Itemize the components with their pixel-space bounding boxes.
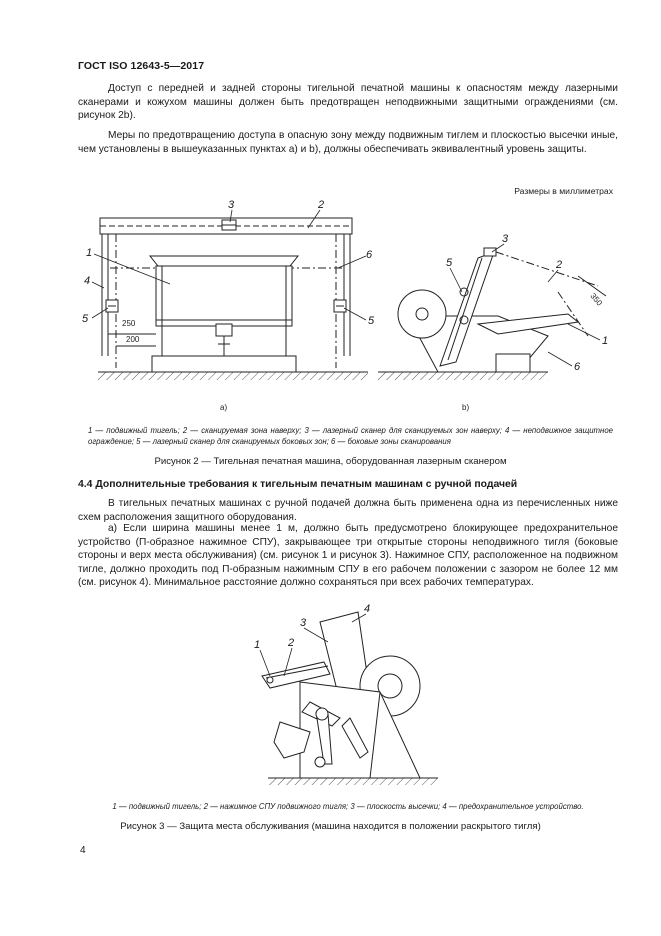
label-b-6: 6 [574, 361, 581, 373]
figure-2a-front-view [98, 218, 368, 380]
figure-3-legend: 1 — подвижный тигель; 2 — нажимное СПУ подвижного тигля; 3 — плоскость высечки; 4 — предохранительное устройство. [112, 802, 584, 811]
label-3-2: 1 [254, 639, 261, 651]
label-a-5-right: 5 [368, 315, 375, 327]
dim-a-200: 200 [126, 335, 140, 344]
label-b-5: 5 [446, 257, 453, 269]
label-3-3: 3 [300, 617, 307, 629]
dim-a-250: 250 [122, 319, 136, 328]
figure-2-legend: 1 — подвижный тигель; 2 — сканируемая зона наверху; 3 — лазерный сканер для сканируемых зон наверху; 4 — неподвижное защитное ограждение; 5 — лазерный сканер для сканируемых боковых зон; 6 — боковые зоны сканирования [88, 426, 613, 446]
intro-paragraph-1: Доступ с передней и задней стороны тигельной печатной машины к опасностям между лазерными сканерами и кожухом машины должен быть предотвращен неподвижными защитными ограждениями (см. рисунок 2b). [78, 83, 618, 122]
figure-2b-side-view [378, 248, 609, 380]
label-3-4: 4 [364, 603, 371, 615]
label-a-3: 3 [228, 199, 235, 211]
figure-2-caption: Рисунок 2 — Тигельная печатная машина, оборудованная лазерным сканером [154, 456, 507, 467]
label-a-6: 6 [366, 249, 373, 261]
standard-header: ГОСТ ISO 12643-5—2017 [78, 60, 205, 72]
intro-paragraph-2: Меры по предотвращению доступа в опасную зону между подвижным тиглем и плоскостью высечки иные, чем установлены в вышеуказанных пунктах а) и b), должны обеспечивать эквивалентный уровень защиты. [78, 130, 618, 155]
sub-caption-b: b) [462, 403, 470, 412]
figure-2-drawing [78, 196, 618, 418]
label-a-5-left: 5 [82, 313, 89, 325]
figure-3-caption: Рисунок 3 — Защита места обслуживания (машина находится в положении раскрытого тигля) [120, 821, 541, 832]
label-a-4: 4 [84, 275, 91, 287]
label-b-1: 1 [602, 335, 609, 347]
section-paragraph-1: В тигельных печатных машинах с ручной подачей должна быть применена одна из перечисленных ниже схем расположения защитного оборудования. [78, 498, 618, 523]
label-a-1: 1 [86, 247, 93, 259]
label-b-3: 3 [502, 233, 509, 245]
dimensions-note: Размеры в миллиметрах [514, 186, 613, 196]
figure-3-drawing [240, 602, 440, 792]
sub-caption-a: a) [220, 403, 228, 412]
label-a-2: 2 [318, 199, 325, 211]
page-number: 4 [80, 845, 86, 856]
section-4-4-title: 4.4 Дополнительные требования к тигельным печатным машинам с ручной подачей [78, 479, 518, 490]
label-b-2: 2 [556, 259, 563, 271]
section-paragraph-2: а) Если ширина машины менее 1 м, должно быть предусмотрено блокирующее предохранительное устройство (П-образное нажимное СПУ), закрывающее три открытые стороны неподвижного тигля (боковые стороны и верх места обслуживания) (см. рисунок 1 и рисунок 3). Нажимное СПУ, расположенное на подвижном тигле, должно проходить под П-образным нажимным СПУ в его рабочем положении с зазором не более 12 мм (см. рисунок 4). Минимальное расстояние должно сохраняться при всех рабочих температурах. [78, 523, 618, 589]
label-3-1: 2 [288, 637, 295, 649]
dim-b-350: 350 [588, 291, 604, 308]
